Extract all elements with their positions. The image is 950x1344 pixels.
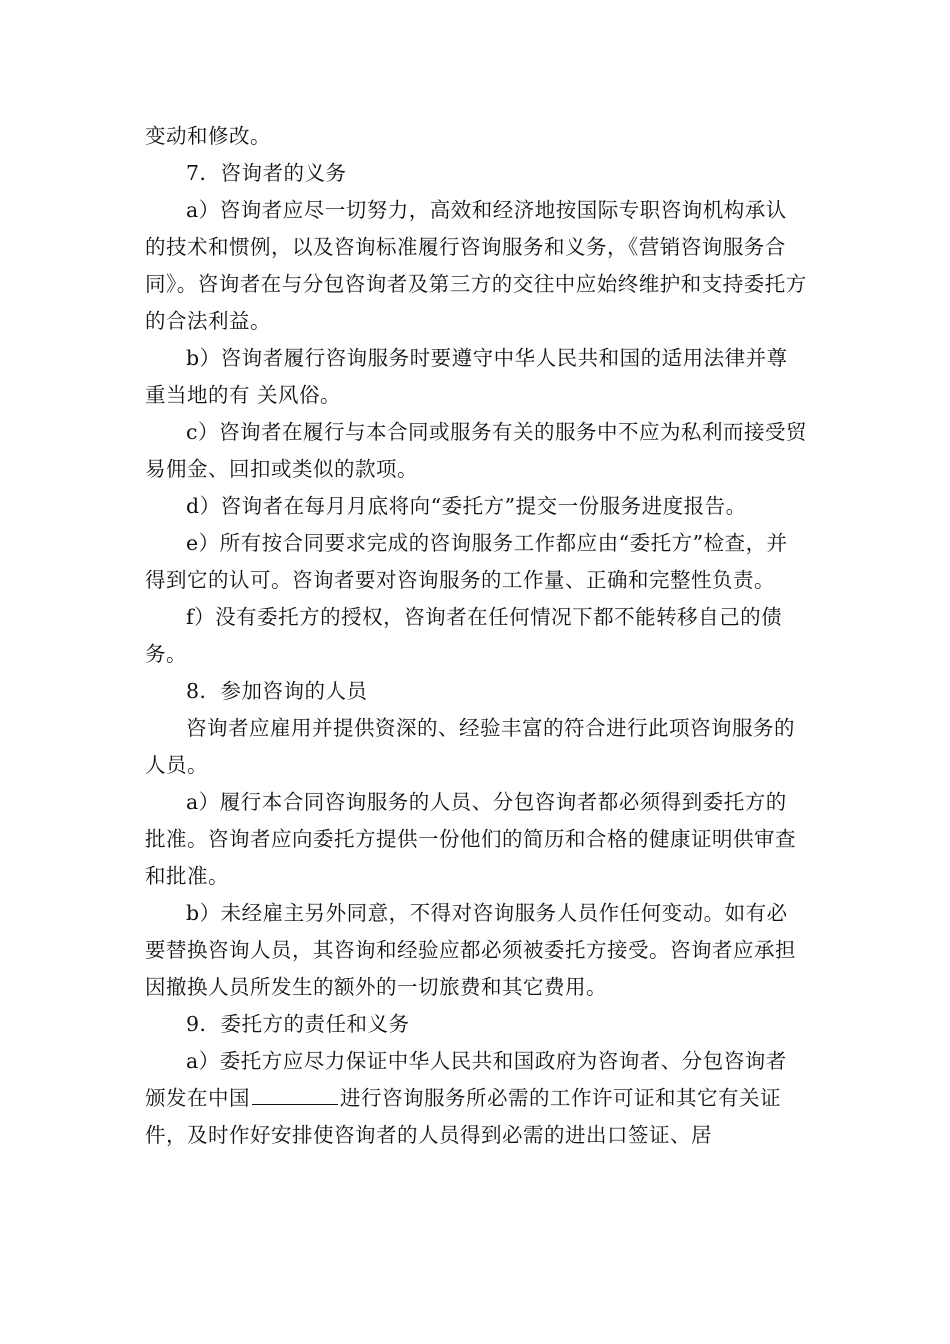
paragraph: a）履行本合同咨询服务的人员、分包咨询者都必须得到委托方的批准。咨询者应向委托方提供一份他们的简历和合格的健康证明供审查和批准。 (145, 790, 796, 888)
document-body (145, 118, 807, 1154)
section-heading: 8．参加咨询的人员 (186, 679, 368, 703)
paragraph: f）没有委托方的授权，咨询者在任何情况下都不能转移自己的债务。 (145, 605, 783, 666)
paragraph: b）咨询者履行咨询服务时要遵守中华人民共和国的适用法律并尊重当地的有 关风俗。 (145, 346, 788, 407)
paragraph-text: a）委托方应尽力保证中华人民共和国政府为咨询者、分包咨询者颁发在中国 (145, 1049, 787, 1110)
section-heading: 9．委托方的责任和义务 (186, 1012, 410, 1036)
paragraph: 变动和修改。 (145, 124, 271, 148)
paragraph (145, 1043, 807, 1154)
paragraph: c）咨询者在履行与本合同或服务有关的服务中不应为私利而接受贸易佣金、回扣或类似的款项。 (145, 420, 807, 481)
fill-in-blank (252, 1103, 338, 1105)
paragraph: 咨询者应雇用并提供资深的、经验丰富的符合进行此项咨询服务的人员。 (145, 716, 795, 777)
paragraph: e）所有按合同要求完成的咨询服务工作都应由“委托方”检查，并得到它的认可。咨询者要对咨询服务的工作量、正确和完整性负责。 (145, 531, 788, 592)
section-heading: 7．咨询者的义务 (186, 161, 347, 185)
paragraph: d）咨询者在每月月底将向“委托方”提交一份服务进度报告。 (186, 494, 747, 518)
paragraph: a）咨询者应尽一切努力，高效和经济地按国际专职咨询机构承认的技术和惯例，以及咨询标准履行咨询服务和义务，《营销咨询服务合同》。咨询者在与分包咨询者及第三方的交往中应始终维护和支持委托方的合法利益。 (145, 198, 807, 333)
paragraph: b）未经雇主另外同意，不得对咨询服务人员作任何变动。如有必要替换咨询人员，其咨询和经验应都必须被委托方接受。咨询者应承担因撤换人员所发生的额外的一切旅费和其它费用。 (145, 901, 796, 999)
paragraph-text: 进行咨询服务所必需的工作许可证和其它有关证件，及时作好安排使咨询者的人员得到必需的进出口签证、居 (145, 1086, 781, 1147)
